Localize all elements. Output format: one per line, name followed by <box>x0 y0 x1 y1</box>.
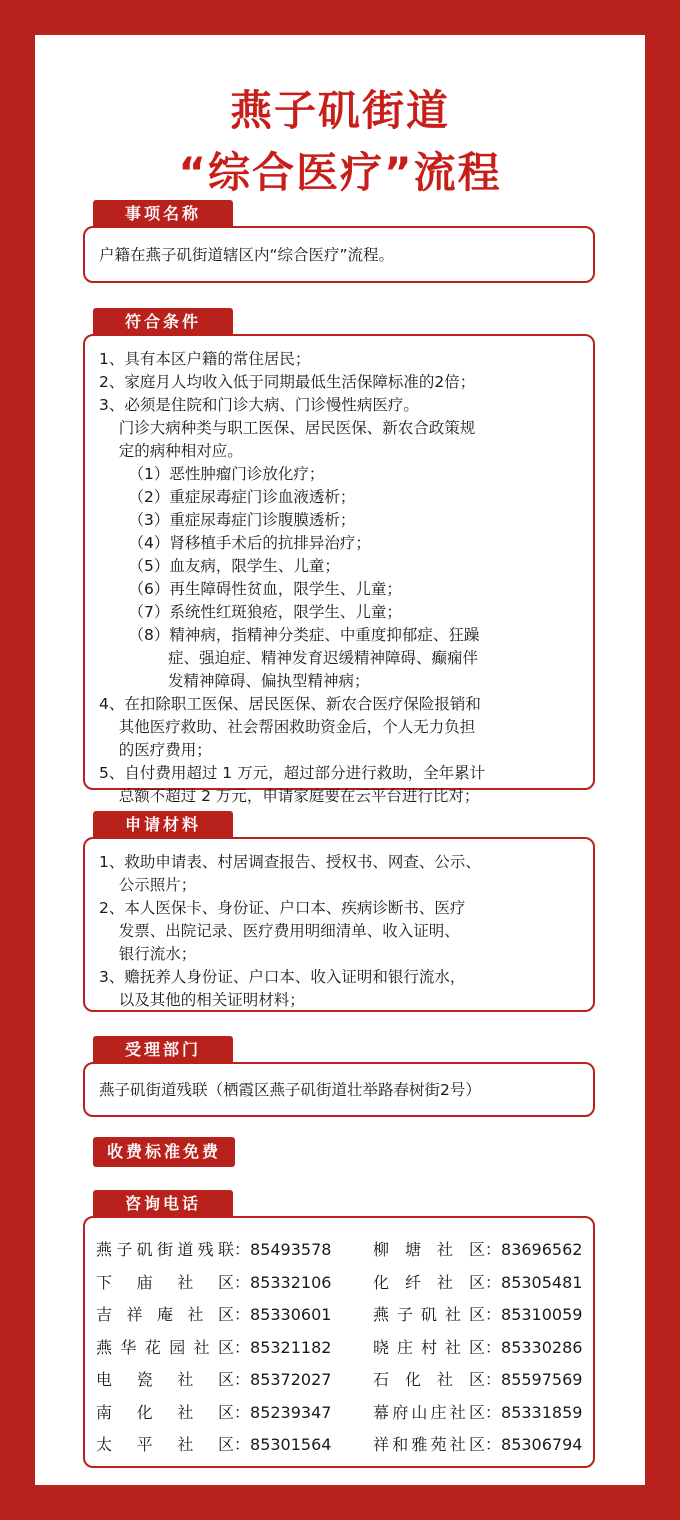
phone-number: 85330601 <box>250 1305 332 1324</box>
condition-line: 总额不超过 2 万元，申请家庭要在云平台进行比对； <box>99 787 480 805</box>
condition-line: （3）重症尿毒症门诊腹膜透析； <box>99 511 356 529</box>
conditions-box <box>83 334 595 805</box>
separator: ： <box>485 1402 502 1422</box>
phone-number: 85330286 <box>501 1337 583 1357</box>
phone-row <box>96 1237 331 1260</box>
condition-line: 的医疗费用； <box>99 741 212 759</box>
phone-row <box>373 1302 582 1325</box>
phone-number: 85597569 <box>501 1370 583 1389</box>
community-name: 燕子矶社区 <box>373 1305 485 1324</box>
condition-line: （8）精神病，指精神分类症、中重度抑郁症、狂躁 <box>99 626 480 644</box>
separator: ： <box>234 1305 251 1324</box>
community-name: 电瓷社区 <box>96 1370 234 1389</box>
community-name: 柳塘社区 <box>373 1240 485 1259</box>
condition-line: （5）血友病，限学生、儿童； <box>99 557 340 575</box>
condition-line: 3、必须是住院和门诊大病、门诊慢性病医疗。 <box>99 396 419 414</box>
separator: ： <box>485 1240 502 1259</box>
phone-row <box>373 1335 582 1358</box>
phone-row <box>373 1432 582 1455</box>
phone-number: 85310059 <box>501 1305 583 1324</box>
community-name: 下庙社区 <box>96 1272 234 1292</box>
phone-number: 83696562 <box>501 1240 583 1259</box>
community-name: 燕子矶街道残联 <box>96 1240 234 1259</box>
condition-line: 定的病种相对应。 <box>99 442 243 460</box>
phone-row <box>96 1335 331 1358</box>
phone-row <box>373 1367 582 1390</box>
community-name: 燕华花园社区 <box>96 1337 234 1357</box>
condition-line: （7）系统性红斑狼疮，限学生、儿童； <box>99 603 402 621</box>
phone-number: 85301564 <box>250 1435 332 1454</box>
conditions-list <box>99 348 485 808</box>
phone-number: 85372027 <box>250 1370 332 1389</box>
department-box <box>83 1062 595 1117</box>
section-tag-department: 受理部门 <box>93 1036 233 1064</box>
community-name: 晓庄村社区 <box>373 1337 485 1357</box>
condition-line: 发精神障碍、偏执型精神病； <box>99 672 370 690</box>
condition-line: （4）肾移植手术后的抗排异治疗； <box>99 534 371 552</box>
phone-number: 85321182 <box>250 1337 332 1357</box>
phone-row <box>96 1432 331 1455</box>
material-line: 以及其他的相关证明材料； <box>99 991 305 1009</box>
phone-row <box>373 1270 582 1293</box>
material-line: 发票、出院记录、医疗费用明细清单、收入证明、 <box>99 922 460 940</box>
phone-row <box>96 1270 331 1293</box>
section-tag-conditions: 符合条件 <box>93 308 233 336</box>
phone-row <box>96 1367 331 1390</box>
phone-number: 85332106 <box>250 1272 332 1292</box>
item-name-box <box>83 226 595 283</box>
condition-line: 其他医疗救助、社会帮困救助资金后，个人无力负担 <box>99 718 476 736</box>
separator: ： <box>234 1435 251 1454</box>
material-line: 公示照片； <box>99 876 197 894</box>
community-name: 吉祥庵社区 <box>96 1305 234 1324</box>
phone-row <box>96 1400 331 1423</box>
community-name: 化纤社区 <box>373 1272 485 1292</box>
separator: ： <box>485 1272 502 1292</box>
phone-number: 85493578 <box>250 1240 332 1259</box>
separator: ： <box>485 1370 502 1389</box>
phone-number: 85239347 <box>250 1402 332 1422</box>
section-tag-item-name: 事项名称 <box>93 200 233 228</box>
community-name: 石化社区 <box>373 1370 485 1389</box>
separator: ： <box>485 1305 502 1324</box>
phone-row <box>373 1400 582 1423</box>
community-name: 太平社区 <box>96 1435 234 1454</box>
materials-list <box>99 851 481 1012</box>
phone-row <box>373 1237 582 1260</box>
separator: ： <box>485 1435 502 1454</box>
condition-line: 2、家庭月人均收入低于同期最低生活保障标准的2倍； <box>99 373 476 391</box>
condition-line: （1）恶性肿瘤门诊放化疗； <box>99 465 325 483</box>
phone-number: 85305481 <box>501 1272 583 1292</box>
page-title-line2: “综合医疗”流程 <box>178 148 502 197</box>
community-name: 幕府山庄社区 <box>373 1402 485 1422</box>
separator: ： <box>485 1337 502 1357</box>
phone-row <box>96 1302 331 1325</box>
condition-line: 症、强迫症、精神发育迟缓精神障碍、癫痫伴 <box>99 649 478 667</box>
item-name-text: 户籍在燕子矶街道辖区内“综合医疗”流程。 <box>99 246 395 264</box>
section-tag-phones: 咨询电话 <box>93 1190 233 1218</box>
separator: ： <box>234 1272 251 1292</box>
condition-line: 5、自付费用超过 1 万元，超过部分进行救助，全年累计 <box>99 764 486 782</box>
materials-box <box>83 837 595 1012</box>
condition-line: 4、在扣除职工医保、居民医保、新农合医疗保险报销和 <box>99 695 481 713</box>
community-name: 南化社区 <box>96 1402 234 1422</box>
condition-line: 门诊大病种类与职工医保、居民医保、新农合政策规 <box>99 419 476 437</box>
separator: ： <box>234 1370 251 1389</box>
separator: ： <box>234 1402 251 1422</box>
fee-badge: 收费标准免费 <box>93 1137 235 1167</box>
material-line: 1、救助申请表、村居调查报告、授权书、网查、公示、 <box>99 853 481 871</box>
department-text: 燕子矶街道残联（栖霞区燕子矶街道壮举路春树街2号） <box>99 1081 481 1099</box>
separator: ： <box>234 1337 251 1357</box>
separator: ： <box>234 1240 251 1259</box>
section-tag-materials: 申请材料 <box>93 811 233 839</box>
condition-line: （6）再生障碍性贫血，限学生、儿童； <box>99 580 402 598</box>
material-line: 3、赡抚养人身份证、户口本、收入证明和银行流水， <box>99 968 466 986</box>
phone-number: 85331859 <box>501 1402 583 1422</box>
material-line: 银行流水； <box>99 945 197 963</box>
condition-line: 1、具有本区户籍的常住居民； <box>99 350 311 368</box>
condition-line: （2）重症尿毒症门诊血液透析； <box>99 488 356 506</box>
page-title-line1: 燕子矶街道 <box>229 86 450 135</box>
community-name: 祥和雅苑社区 <box>373 1435 485 1454</box>
material-line: 2、本人医保卡、身份证、户口本、疾病诊断书、医疗 <box>99 899 466 917</box>
phone-number: 85306794 <box>501 1435 583 1454</box>
